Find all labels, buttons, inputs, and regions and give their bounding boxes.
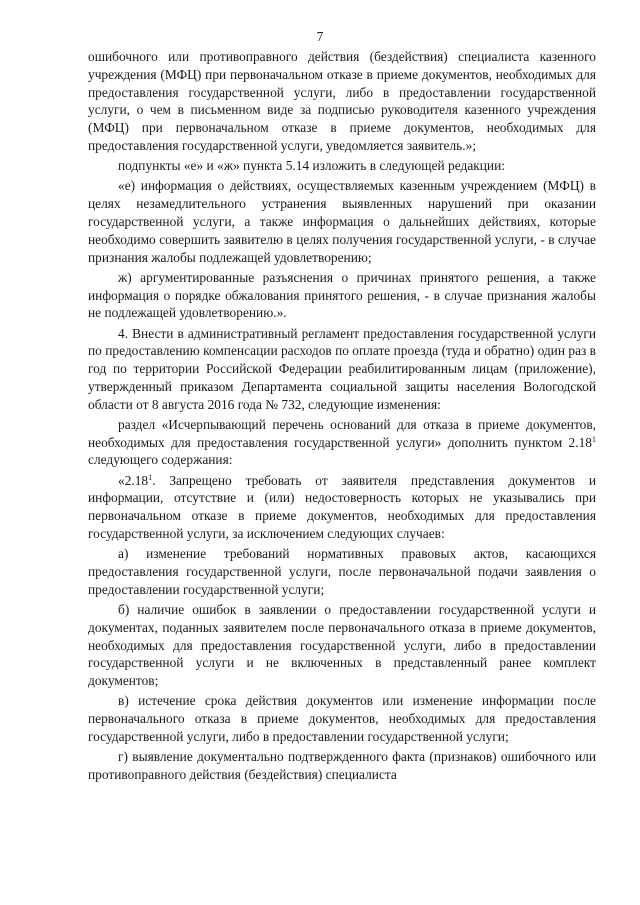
document-body	[88, 48, 596, 786]
paragraph-case-g: г) выявление документально подтвержденного факта (признаков) ошибочного или противоправного действия (бездействия) специалиста	[88, 749, 596, 782]
paragraph-item-4: 4. Внести в административный регламент предоставления государственной услуги по предоставлению компенсации расходов по оплате проезда (туда и обратно) один раз в год по территории Российской Федерации реабилитированным лицам (приложение), утвержденный приказом Департамента социальной защиты населения Вологодской области от 8 августа 2016 года № 732, следующие изменения:	[88, 325, 596, 412]
paragraph-case-a: а) изменение требований нормативных правовых актов, касающихся предоставления государственной услуги, после первоначальной подачи заявления о предоставлении государственной услуги;	[88, 546, 596, 597]
paragraph-subpoint-zh: ж) аргументированные разъяснения о причинах принятого решения, а также информация о порядке обжалования принятого решения, - в случае признания жалобы не подлежащей удовлетворению.».	[88, 269, 596, 321]
page-number: 7	[316, 29, 324, 44]
paragraph-case-v: в) истечение срока действия документов или изменение информации после первоначального отказа в приеме документов, необходимых для предоставления государственной услуги, либо в предоставлении государственной услуги;	[88, 693, 596, 744]
paragraph-section-amendment-text-before: раздел «Исчерпывающий перечень оснований для отказа в приеме документов, необходимых для предоставления государственной услуги» дополнить пунктом 2.18	[88, 416, 596, 450]
paragraph-subpoint-e: «е) информация о действиях, осуществляемых казенным учреждением (МФЦ) в целях незамедлительного устранения выявленных нарушений при оказании государственной услуги, а также информация о дальнейших действиях, которые необходимо совершить заявителю в целях получения государственной услуги, - в случае признания жалобы подлежащей удовлетворению;	[88, 178, 596, 265]
paragraph-point-text-after: . Запрещено требовать от заявителя представления документов и информации, отсутствие и (или) недостоверность которых не указывались при первоначальном отказе в приеме документов, необходимых для предоставления государственной услуги, за исключением следующих случаев:	[88, 472, 596, 542]
paragraph-point-text-before: «2.18	[118, 472, 149, 488]
superscript-marker: 1	[148, 472, 153, 482]
paragraph-section-amendment-text-after: следующего содержания:	[88, 452, 233, 468]
paragraph-section-amendment	[88, 416, 596, 469]
paragraph-intro-continuation: ошибочного или противоправного действия (бездействия) специалиста казенного учреждения (МФЦ) при первоначальном отказе в приеме документов, необходимых для предоставления государственной услуги, либо в предоставлении государственной услуги, о чем в письменном виде за подписью руководителя казенного учреждения (МФЦ) при первоначальном отказе в приеме документов, необходимых для предоставления государственной услуги, уведомляется заявитель.»;	[88, 49, 596, 153]
paragraph-case-b: б) наличие ошибок в заявлении о предоставлении государственной услуги и документах, поданных заявителем после первоначального отказа в приеме документов, необходимых для предоставления государственной услуги, либо в предоставлении государственной услуги и не включенных в представленный ранее комплект документов;	[88, 602, 596, 689]
paragraph-subpoints-instruction: подпункты «е» и «ж» пункта 5.14 изложить в следующей редакции:	[118, 158, 505, 174]
paragraph-point-2-18-1	[88, 472, 596, 543]
superscript-marker: 1	[592, 434, 596, 444]
